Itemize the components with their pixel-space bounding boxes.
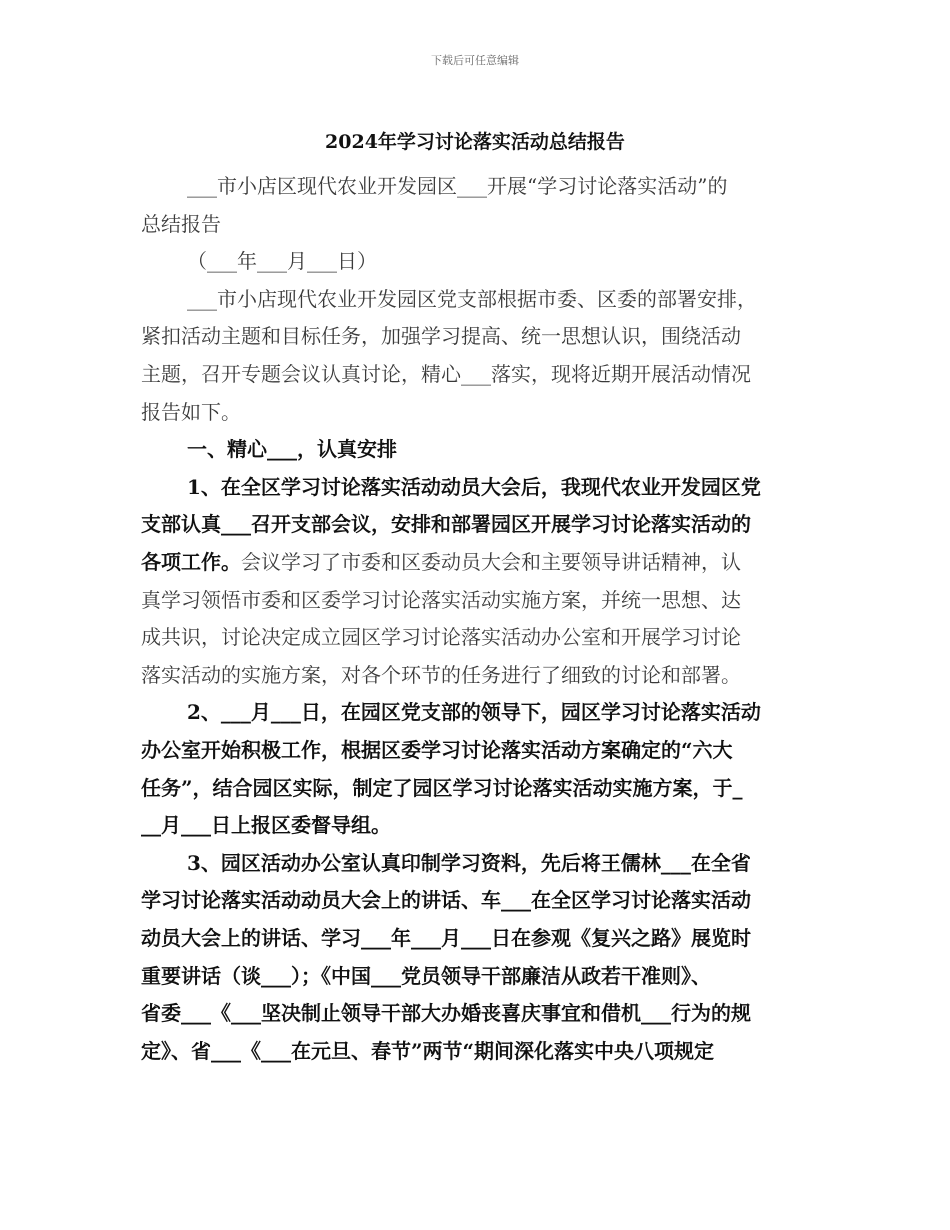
body-line: 办公室开始积极工作，根据区委学习讨论落实活动方案确定的“六大 [141, 738, 733, 762]
body-line [141, 543, 810, 581]
body-line: 2、___月___日，在园区党支部的领导下，园区学习讨论落实活动 [187, 700, 761, 725]
body-line: 支部认真___召开支部会议，安排和部署园区开展学习讨论落实活动的 [141, 512, 751, 537]
body-line: 1、在全区学习讨论落实活动动员大会后，我现代农业开发园区党 [187, 474, 761, 499]
body-line: 报告如下。 [141, 399, 241, 424]
body-line: 成共识，讨论决定成立园区学习讨论落实活动办公室和开展学习讨论 [141, 625, 741, 650]
body-line: 省委___《___坚决制止领导干部大办婚丧喜庆事宜和借机___行为的规 [141, 1001, 751, 1026]
body-line: 主题，召开专题会议认真讨论，精心___落实，现将近期开展活动情况 [141, 362, 751, 386]
body-line: 总结报告 [141, 211, 221, 236]
body-line: __月___日上报区委督导组。 [141, 813, 391, 838]
page-header: 下载后可任意编辑 [431, 54, 519, 67]
body-line: ___市小店区现代农业开发园区___开展“学习讨论落实活动”的 [187, 174, 728, 198]
normal-text-segment: 会议学习了市委和区委动员大会和主要领导讲话精神，认 [241, 550, 741, 574]
body-line: 定》、省___《___在元旦、春节”两节“期间深化落实中央八项规定 [141, 1038, 715, 1063]
body-line: 重要讲话（谈___）；《中国___党员领导干部廉洁从政若干准则》、 [141, 963, 711, 988]
body-line: 紧扣活动主题和目标任务，加强学习提高、统一思想认识，围绕活动 [141, 324, 741, 349]
body-line: 一、精心___，认真安排 [187, 437, 397, 462]
body-line: 3、园区活动办公室认真印制学习资料，先后将王儒林___在全省 [187, 850, 751, 875]
body-line: 真学习领悟市委和区委学习讨论落实活动实施方案，并统一思想、达 [141, 587, 741, 612]
document-title: 2024年学习讨论落实活动总结报告 [325, 131, 625, 153]
body-line: 学习讨论落实活动动员大会上的讲话、车___在全区学习讨论落实活动 [141, 888, 751, 913]
body-line: 落实活动的实施方案，对各个环节的任务进行了细致的讨论和部署。 [141, 662, 741, 687]
body-line: 动员大会上的讲话、学习___年___月___日在参观《复兴之路》展览时 [141, 926, 751, 950]
bold-text-segment: 各项工作。 [141, 550, 241, 574]
body-line: ___市小店现代农业开发园区党支部根据市委、区委的部署安排， [187, 286, 757, 311]
body-line: （___年___月___日） [187, 249, 377, 274]
body-line: 任务”，结合园区实际，制定了园区学习讨论落实活动实施方案，于_ [141, 775, 743, 800]
